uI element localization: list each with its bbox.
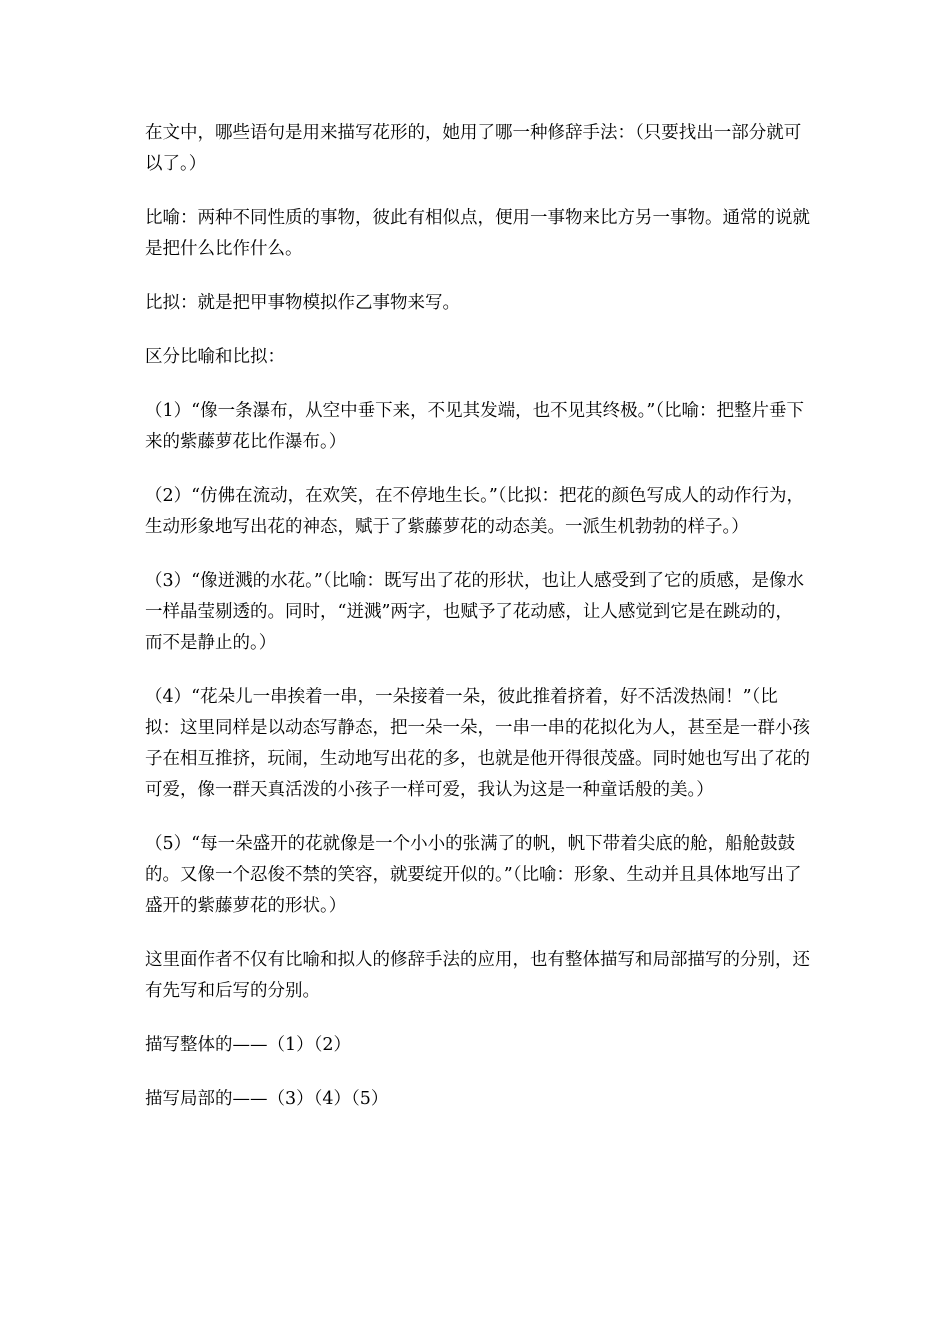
definition-personification: 比拟：就是把甲事物模拟作乙事物来写。	[145, 293, 460, 313]
question-paragraph: 在文中，哪些语句是用来描写花形的，她用了哪一种修辞手法：（只要找出一部分就可以了。）	[145, 123, 802, 174]
definition-metaphor: 比喻：两种不同性质的事物，彼此有相似点，便用一事物来比方另一事物。通常的说就是把什么比作什么。	[145, 208, 810, 259]
example-3: （3）“像迸溅的水花。”（比喻：既写出了花的形状，也让人感受到了它的质感，是像水一样晶莹剔透的。同时，“迸溅”两字，也赋予了花动感，让人感觉到它是在跳动的，而不是静止的。）	[145, 571, 805, 653]
section-heading: 区分比喻和比拟：	[145, 347, 285, 367]
example-5: （5）“每一朵盛开的花就像是一个小小的张满了的帆，帆下带着尖底的舱，船舱鼓鼓的。又像一个忍俊不禁的笑容，就要绽开似的。”（比喻：形象、生动并且具体地写出了盛开的紫藤萝花的形状。）	[145, 834, 802, 916]
example-4: （4）“花朵儿一串挨着一串，一朵接着一朵，彼此推着挤着，好不活泼热闹！”（比拟：这里同样是以动态写静态，把一朵一朵，一串一串的花拟化为人，甚至是一群小孩子在相互推挤，玩闹，生动地写出花的多，也就是他开得很茂盛。同时她也写出了花的可爱，像一群天真活泼的小孩子一样可爱，我认为这是一种童话般的美。）	[145, 687, 810, 800]
whole-description-list: 描写整体的——（1）（2）	[145, 1035, 352, 1055]
example-2: （2）“仿佛在流动，在欢笑，在不停地生长。”（比拟：把花的颜色写成人的动作行为，生动形象地写出花的神态，赋于了紫藤萝花的动态美。一派生机勃勃的样子。）	[145, 486, 805, 537]
example-1: （1）“像一条瀑布，从空中垂下来，不见其发端，也不见其终极。”（比喻：把整片垂下来的紫藤萝花比作瀑布。）	[145, 401, 805, 452]
partial-description-list: 描写局部的——（3）（4）（5）	[145, 1089, 389, 1109]
summary-paragraph: 这里面作者不仅有比喻和拟人的修辞手法的应用，也有整体描写和局部描写的分别，还有先写和后写的分别。	[145, 950, 810, 1001]
document-body	[145, 118, 810, 1138]
